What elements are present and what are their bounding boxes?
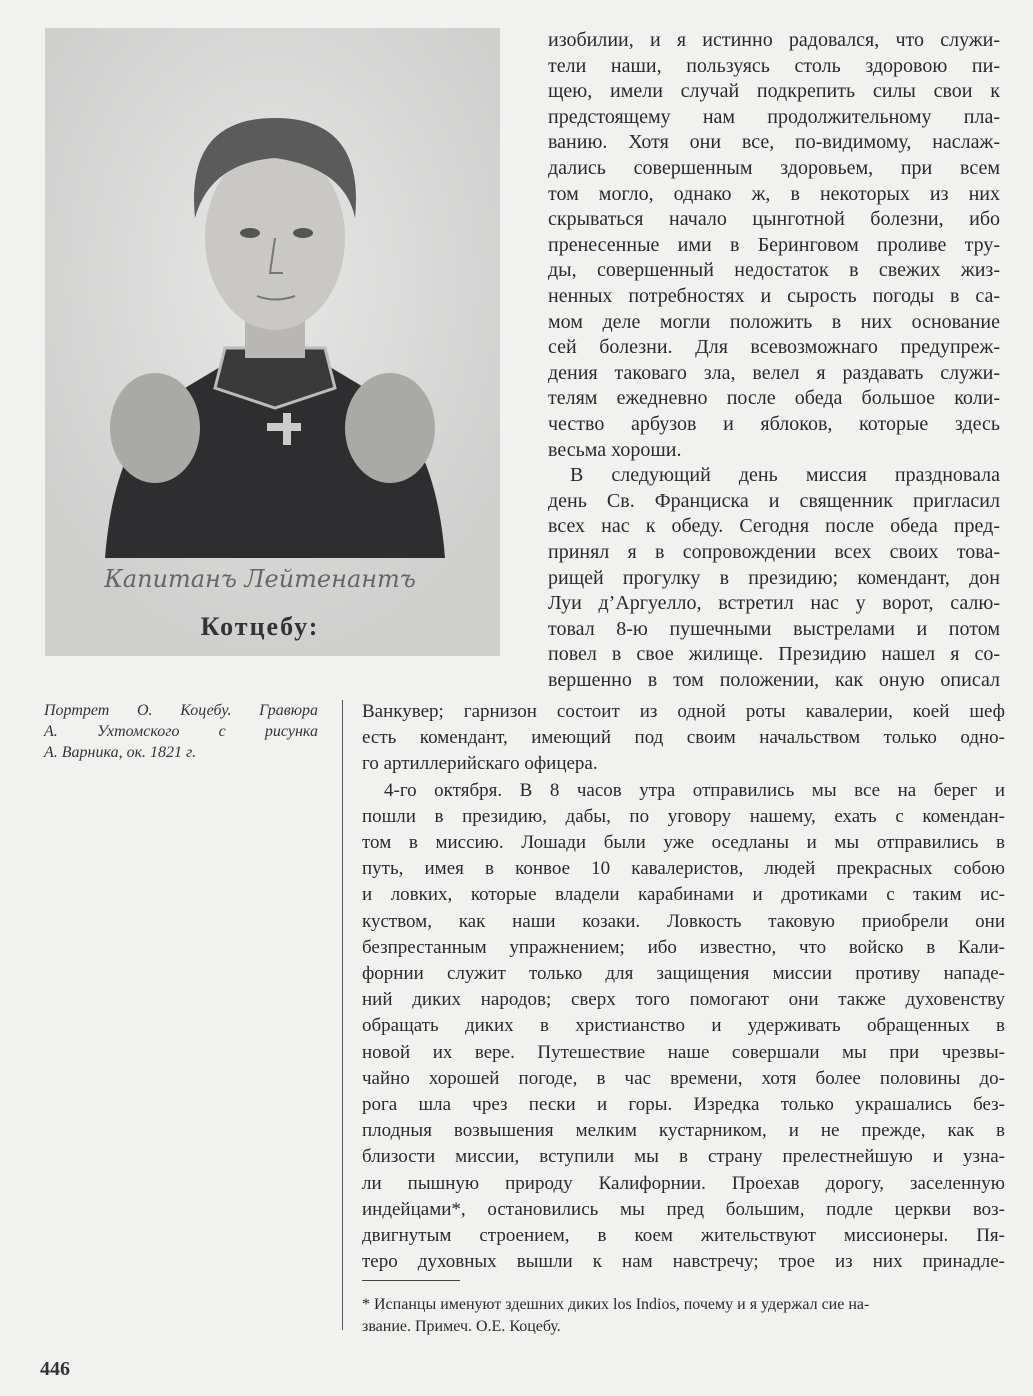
text-line: тели наши, пользуясь столь здоровою пи- bbox=[548, 55, 1000, 77]
text-line: товал 8-ю пушечными выстрелами и потом bbox=[548, 618, 1000, 640]
text-line: день Св. Франциска и священник пригласил bbox=[548, 490, 1000, 512]
text-line: рищей прогулку в президию; комендант, дон bbox=[548, 567, 1000, 589]
footnote-separator bbox=[362, 1280, 460, 1281]
text-line: дения таковаго зла, велел я раздавать служи- bbox=[548, 362, 1000, 384]
text-line: пошли в президию, дабы, по уговору нашему, ехать с комендан- bbox=[362, 806, 1005, 827]
text-line: плодныя возвышения мелким кустарником, и не прежде, как в bbox=[362, 1120, 1005, 1141]
text-line: весьма хороши. bbox=[548, 439, 682, 461]
text-line: скрываться начало цынготной болезни, ибо bbox=[548, 208, 1000, 230]
caption-line: Портрет О. Коцебу. Гравюра bbox=[44, 702, 318, 719]
page-number: 446 bbox=[40, 1358, 70, 1380]
text-line: путь, имея в конвое 10 кавалеристов, людей прекрасных собою bbox=[362, 858, 1005, 879]
text-line: го артиллерийскаго офицера. bbox=[362, 753, 598, 774]
text-line: сей болезни. Для всевозможнаго предупреж- bbox=[548, 336, 1000, 358]
text-line: куством, как наши козаки. Ловкость таковую приобрели они bbox=[362, 911, 1005, 932]
caption-line: А. Варника, ок. 1821 г. bbox=[44, 744, 197, 761]
text-line: всех нас к обеду. Сегодня после обеда пред- bbox=[548, 515, 1000, 537]
text-line: чество арбузов и яблоков, которые здесь bbox=[548, 413, 1000, 435]
text-line: мом деле могли положить в них основание bbox=[548, 311, 1000, 333]
text-line: новой их вере. Путешествие наше совершали мы при чрезвы- bbox=[362, 1042, 1005, 1063]
text-line: и ловких, которые владели карабинами и дротиками с таким ис- bbox=[362, 884, 1005, 905]
text-line: ванию. Хотя они все, по-видимому, наслаж- bbox=[548, 131, 1000, 153]
text-line: принял я в сопровождении всех своих това- bbox=[548, 541, 1000, 563]
text-line: индейцами*, остановились мы пред большим, подле церкви воз- bbox=[362, 1199, 1005, 1220]
text-line: Ванкувер; гарнизон состоит из одной роты кавалерии, коей шеф bbox=[362, 701, 1005, 722]
text-line: обращать диких в христианство и удерживать обращенных в bbox=[362, 1015, 1005, 1036]
margin-rule bbox=[342, 700, 343, 1330]
text-line: ний диких народов; сверх того помогают они также духовенству bbox=[362, 989, 1005, 1010]
text-line: пренесенные ими в Беринговом проливе тру- bbox=[548, 234, 1000, 256]
text-line: форнии служит только для защищения миссии противу нападе- bbox=[362, 963, 1005, 984]
text-line: том могло, однако ж, в некоторых из них bbox=[548, 183, 1000, 205]
text-line: близости миссии, вступили мы в страну прелестнейшую и узна- bbox=[362, 1146, 1005, 1167]
text-line: телям ежедневно после обеда большое коли- bbox=[548, 387, 1000, 409]
caption-line: А. Ухтомского с рисунка bbox=[44, 723, 318, 740]
text-line: ды, совершенный недостаток в свежих жиз- bbox=[548, 259, 1000, 281]
text-line: безпрестанным упражнением; ибо известно, что войско в Кали- bbox=[362, 937, 1005, 958]
text-line: рога шла чрез пески и горы. Изредка только украшались без- bbox=[362, 1094, 1005, 1115]
text-line: ненных потребностях и сырость погоды в са- bbox=[548, 285, 1000, 307]
footnote-line: * Испанцы именуют здешних диких los Indios, почему и я удержал сие на- bbox=[362, 1296, 870, 1313]
text-line: изобилии, и я истинно радовался, что служи- bbox=[548, 29, 1000, 51]
portrait-engraving bbox=[45, 28, 500, 656]
text-line: Луи д’Аргуелло, встретил нас у ворот, салю- bbox=[548, 592, 1000, 614]
text-line: теро духовных вышли к нам навстречу; трое из них принадле- bbox=[362, 1251, 1005, 1272]
text-line: дались совершенным здоровьем, при всем bbox=[548, 157, 1000, 179]
footnote-line: звание. Примеч. О.Е. Коцебу. bbox=[362, 1318, 561, 1335]
text-line: вершенно в том положении, как оную описал bbox=[548, 669, 1000, 691]
text-line: предстоящему нам продолжительному пла- bbox=[548, 106, 1000, 128]
text-line: щею, имели случай подкрепить силы свои к bbox=[548, 80, 1000, 102]
portrait-inscription-title: Капитанъ Лейтенантъ bbox=[104, 565, 416, 593]
text-line: есть комендант, имеющий под своим начальством только одно- bbox=[362, 727, 1005, 748]
text-line: повел в свое жилище. Президию нашел я со- bbox=[548, 643, 1000, 665]
text-line: 4-го октября. В 8 часов утра отправились мы все на берег и bbox=[384, 780, 1005, 801]
text-line: чайно хорошей погоде, в час времени, хотя более половины до- bbox=[362, 1068, 1005, 1089]
text-line: ли пышную природу Калифорнии. Проехав дорогу, заселенную bbox=[362, 1173, 1005, 1194]
text-line: В следующий день миссия праздновала bbox=[570, 464, 1000, 486]
text-line: том в миссию. Лошади были уже оседланы и мы отправились в bbox=[362, 832, 1005, 853]
portrait-illustration bbox=[45, 28, 500, 656]
portrait-inscription-name: Котцебу: bbox=[200, 612, 320, 641]
portrait-caption bbox=[44, 700, 318, 763]
text-line: двигнутым строением, в коем жительствуют миссионеры. Пя- bbox=[362, 1225, 1005, 1246]
